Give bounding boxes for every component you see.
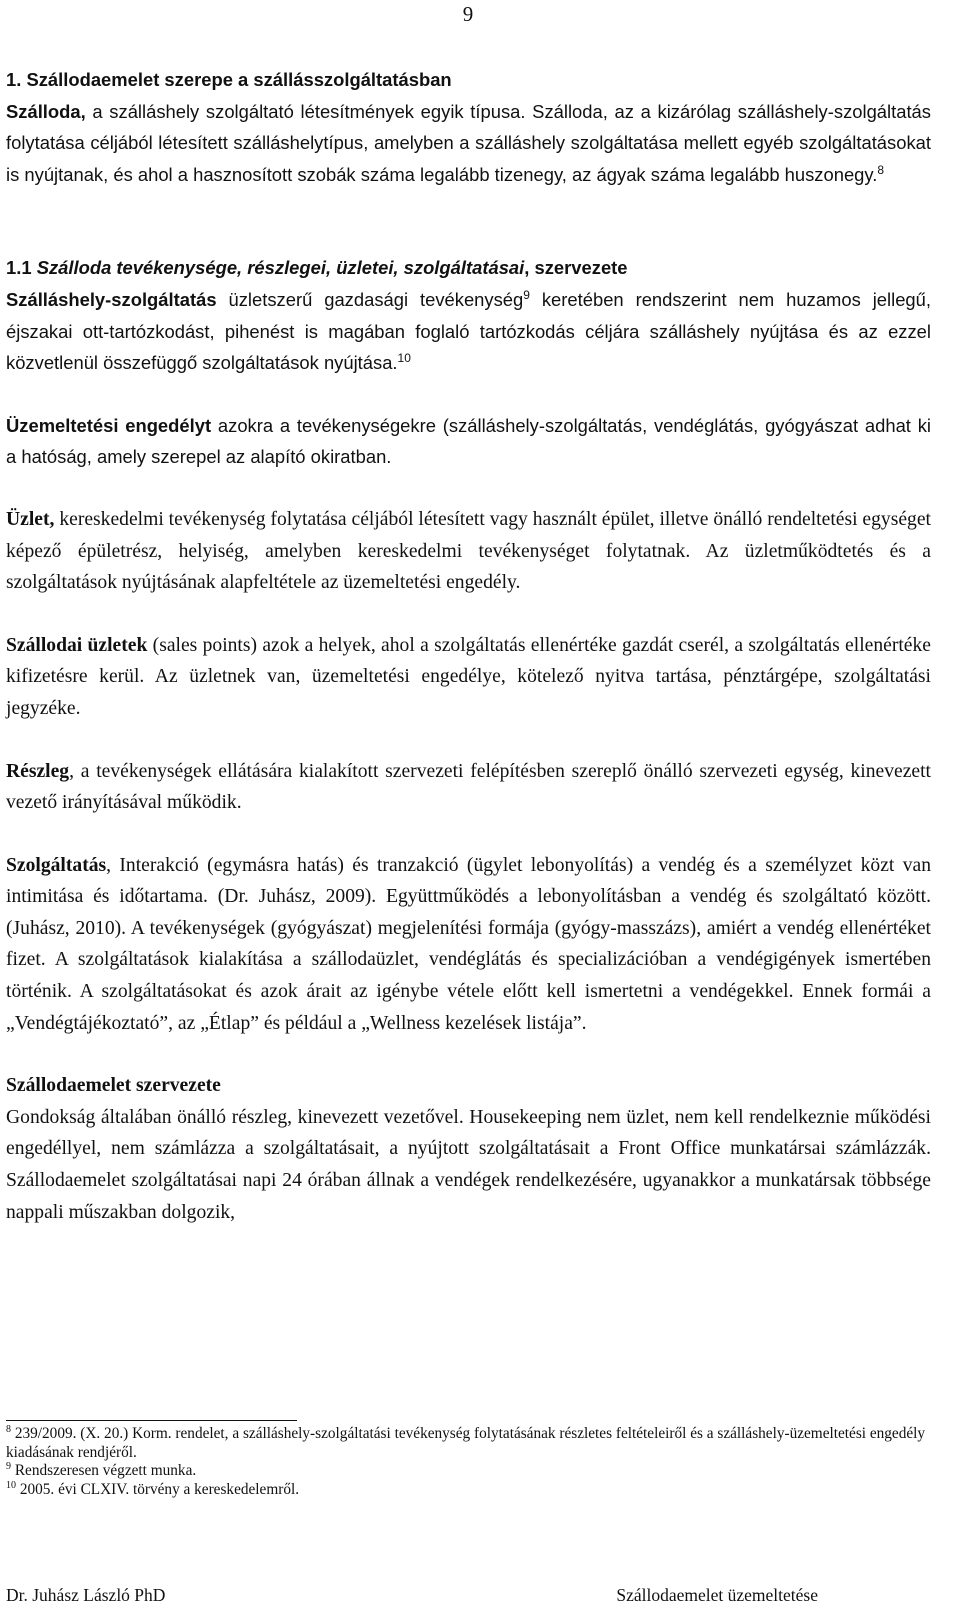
term-szalloda: Szálloda, (6, 100, 86, 122)
term-uzemeltetesi-engedely: Üzemeltetési engedélyt (6, 414, 212, 436)
footnote-9: $^9$ Rendszeresen végzett munka. (6, 1461, 197, 1480)
paragraph-uzemeltetesi-engedely: Üzemeltetési engedélyt azokra a tevékenységekre (szálláshely-szolgáltatás, vendéglátás, gyógyászat adhat ki a hatóság, amely szerepel az alapító okiratban. (6, 414, 931, 468)
term-reszleg: Részleg (6, 760, 70, 782)
footnote-ref-9: 9 (523, 287, 530, 302)
paragraph-szallashely-szolgaltatas: Szálláshely-szolgáltatás üzletszerű gazdasági tevékenység$^9$ keretében rendszerint nem huzamos jellegű, éjszakai ott-tartózkodást, pihenést is magában foglaló tartózkodás céljára szálláshely nyújtása és az ezzel közvetlenül összefüggő szolgáltatások nyújtása.$^{10}$ (6, 287, 931, 374)
paragraph-text: a szálláshely szolgáltató létesítmények egyik típusa. Szálloda, az a kizárólag szálláshely-szolgáltatás folytatása céljából létesített szálláshelytípus, amelyben a szálláshely szolgáltatása mellett egyéb szolgáltatásokat is nyújtanak, és ahol a hasznosított szobák száma legalább tizenegy, az ágyak száma legalább huszonegy. (6, 100, 931, 185)
footnote-ref-10: 10 (397, 351, 411, 366)
paragraph-szalloda (6, 96, 931, 191)
heading-italic: Szálloda tevékenysége, részlegei, üzletei, szolgáltatásai (36, 257, 525, 279)
heading-rest: , szervezete (524, 257, 628, 279)
footnote-10: $^{10}$ 2005. évi CLXIV. törvény a kereskedelemről. (6, 1479, 300, 1498)
footnote-ref-8: 8 (877, 162, 885, 177)
term-uzlet: Üzlet, (6, 508, 55, 530)
paragraph-uzlet: Üzlet, kereskedelmi tevékenység folytatása céljából létesített vagy használt épület, illetve önálló rendeltetési egységet képező épületrész, helyiség, amelyben kereskedelmi tevékenységet folytatnak. Az üzletműködtetés és a szolgáltatások nyújtásának alapfeltétele az üzemeltetési engedély. (6, 508, 931, 594)
footer-title: Szállodaemelet üzemeltetése (616, 1585, 818, 1605)
page-number: 9 (462, 2, 474, 26)
footer-author: Dr. Juhász László PhD (6, 1585, 166, 1605)
paragraph-reszleg: Részleg, a tevékenységek ellátására kialakított szervezeti felépítésben szereplő önálló szervezeti egység, kinevezett vezető irányításával működik. (6, 760, 931, 814)
paragraph-org: Gondokság általában önálló részleg, kinevezett vezetővel. Housekeeping nem üzlet, nem kell rendelkeznie működési engedéllyel, nem számlázza a szolgáltatásait, a nyújtott szolgáltatásait a Front Office munkatársai számlázzák. Szállodaemelet szolgáltatásai napi 24 órában állnak a vendégek rendelkezésére, ugyanakkor a munkatársak többsége nappali műszakban dolgozik, (6, 1106, 931, 1223)
document-body (6, 64, 931, 1228)
term-szallodai-uzletek: Szállodai üzletek (6, 634, 148, 656)
term-szolgaltatas: Szolgáltatás (6, 854, 107, 876)
section-1-heading: 1. Szállodaemelet szerepe a szállásszolgáltatásban (6, 69, 452, 90)
heading-number: 1.1 (6, 257, 37, 279)
paragraph-szolgaltatas: Szolgáltatás, Interakció (egymásra hatás) és tranzakció (ügylet lebonyolítás) a vendég és a személyzet közt van intimitása és időtartama. (Dr. Juhász, 2009). Együttműködés a lebonyolításban a vendég és szolgáltató között. (Juhász, 2010). A tevékenységek (gyógyászat) megjelenítési formája (gyógy-masszázs), amiért a vendég ellenértéket fizet. A szolgáltatások kialakítása a szállodaüzlet, vendéglátás és specializációban a vendégigények ismertében történik. A szolgáltatásokat és azok árait az igénybe vétele előtt kell ismertetni a vendégekkel. Ennek formái a „Vendégtájékoztató”, az „Étlap” és például a „Wellness kezelések listája”. (6, 854, 931, 1034)
term-szallashely-szolgaltatas: Szálláshely-szolgáltatás (6, 288, 217, 310)
paragraph-szallodai-uzletek: Szállodai üzletek (sales points) azok a helyek, ahol a szolgáltatás ellenértéke gazdát cserél, a szolgáltatás ellenértéke kifizetésre kerül. Az üzletnek van, üzemeltetési engedélye, kötelező nyitva tartása, pénztárgépe, szolgáltatási jegyzéke. (6, 634, 931, 719)
footnote-8: $^8$ 239/2009. (X. 20.) Korm. rendelet, a szálláshely-szolgáltatási tevékenység folytatásának részletes feltételeiről és a szálláshely-üzemeltetési engedély kiadásának rendjéről. (6, 1423, 926, 1461)
footnote-divider (6, 1420, 297, 1421)
section-1-1-heading (6, 252, 931, 284)
footnotes (6, 1425, 931, 1499)
section-org-heading: Szállodaemelet szervezete (6, 1075, 221, 1097)
